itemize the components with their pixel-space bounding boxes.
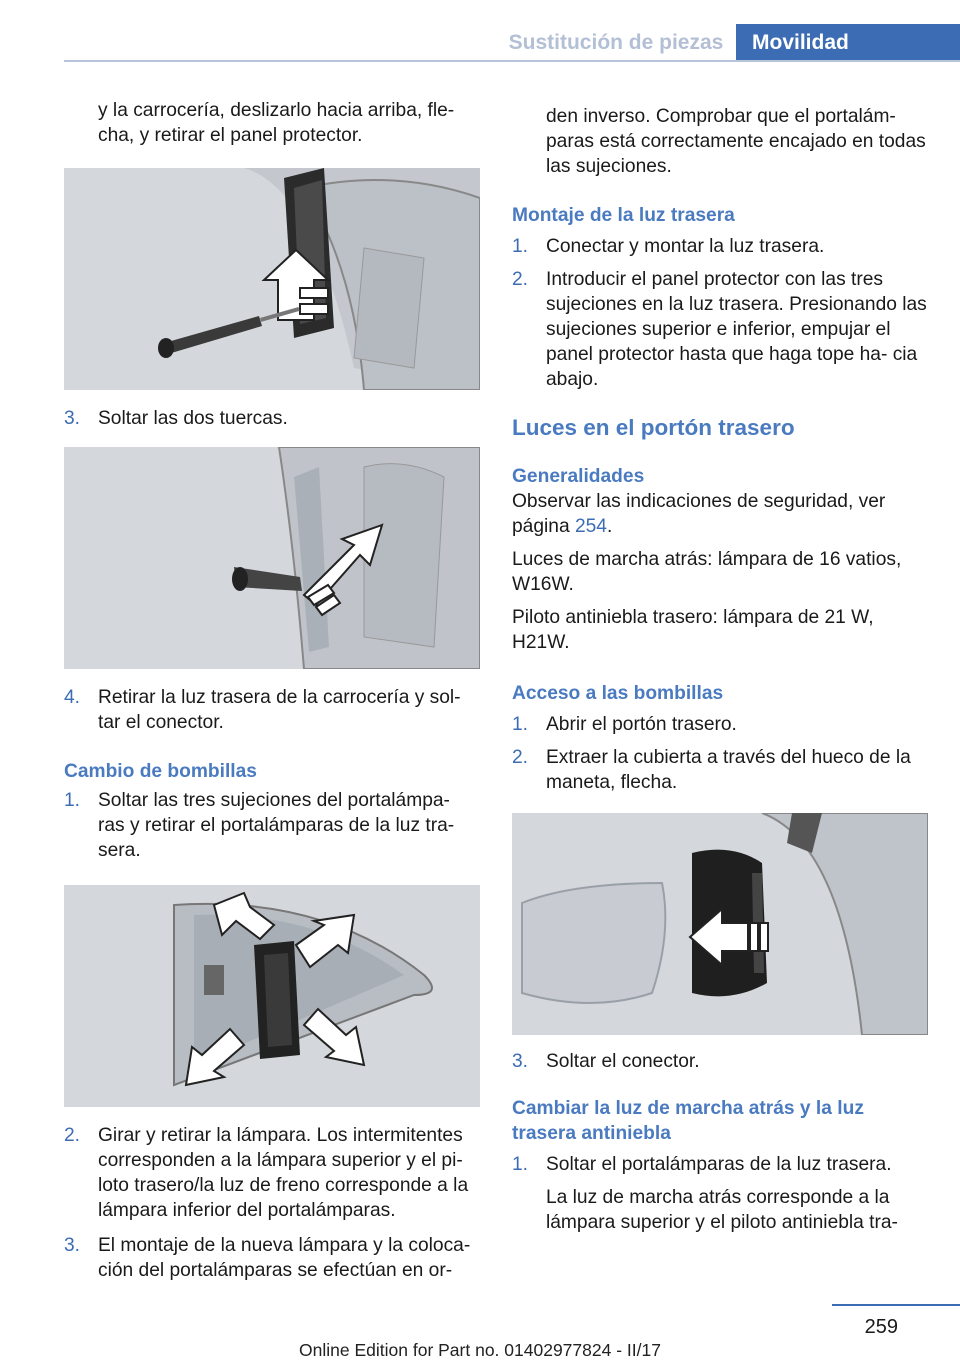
- step-number: 2.: [512, 269, 529, 290]
- step-number: 3.: [64, 408, 81, 429]
- step-number: 1.: [512, 1154, 529, 1175]
- access-step-1: [512, 712, 928, 737]
- step-text: Introducir el panel protector con las tres sujeciones en la luz trasera. Presionando las sujeciones superior e inferior, empujar el panel protector hasta que haga tope ha‐ cia abajo.: [546, 269, 927, 390]
- bulb-step-2: [64, 1123, 480, 1223]
- step-4-remove-light: [64, 685, 480, 735]
- lamp-holder-illustration: [64, 885, 480, 1107]
- footer-rule: [832, 1304, 960, 1306]
- step-text: Conectar y montar la luz trasera.: [546, 236, 825, 257]
- change-step-1-note: La luz de marcha atrás corresponde a la lámpara superior y el piloto antiniebla tra‐: [546, 1187, 898, 1233]
- section-tab: Sustitución de piezas: [508, 31, 724, 54]
- nuts-illustration: [64, 447, 480, 669]
- mount-step-2: [512, 267, 928, 392]
- reverse-light-text: Luces de marcha atrás: lámpara de 16 vatios, W16W.: [512, 549, 902, 595]
- step-text: Extraer la cubierta a través del hueco de la maneta, flecha.: [546, 747, 911, 793]
- step-3-nuts: [64, 406, 480, 431]
- page-link[interactable]: 254: [574, 516, 607, 537]
- step-number: 2.: [64, 1125, 81, 1146]
- general-text-pre: Observar las indicaciones de seguridad, ver página: [512, 491, 886, 537]
- figure-lamp-holder: [64, 885, 480, 1107]
- step-text: Soltar las tres sujeciones del portalámpa‐ ras y retirar el portalámparas de la luz tra‐ sera.: [98, 790, 455, 861]
- step-text: Abrir el portón trasero.: [546, 714, 737, 735]
- access-step-2: [512, 745, 928, 795]
- step-number: 1.: [64, 790, 81, 811]
- step-number: 1.: [512, 714, 529, 735]
- general-text: [512, 489, 928, 539]
- continued-text: den inverso. Comprobar que el portalám‐ paras está correctamente encajado en todas las sujeciones.: [546, 106, 926, 177]
- step-number: 3.: [512, 1051, 529, 1072]
- bulb-step-1: [64, 788, 480, 863]
- cover-removal-illustration: [512, 813, 928, 1035]
- step-text: Retirar la luz trasera de la carrocería y sol‐ tar el conector.: [98, 687, 461, 733]
- heading-mount-light: Montaje de la luz trasera: [512, 205, 735, 226]
- bulb-step-3: [64, 1233, 480, 1283]
- right-column: [512, 104, 928, 1235]
- step-text: Soltar las dos tuercas.: [98, 408, 288, 429]
- fog-light-text: Piloto antiniebla trasero: lámpara de 21 W, H21W.: [512, 607, 874, 653]
- header-rule: [64, 60, 960, 62]
- page-number: 259: [864, 1316, 898, 1338]
- heading-change-lights: Cambiar la luz de marcha atrás y la luz trasera antiniebla: [512, 1098, 864, 1144]
- edition-footer: Online Edition for Part no. 01402977824 - II/17: [299, 1340, 661, 1360]
- step-number: 3.: [64, 1235, 81, 1256]
- heading-bulb-access: Acceso a las bombillas: [512, 683, 724, 704]
- mount-step-1: [512, 234, 928, 259]
- step-text: Soltar el portalámparas de la luz trasera.: [546, 1154, 892, 1175]
- step-number: 2.: [512, 747, 529, 768]
- page-header: [0, 0, 960, 62]
- step-text: Girar y retirar la lámpara. Los intermitentes corresponden a la lámpara superior y el pi‐ loto trasero/la luz de freno corresponde a la lámpara inferior del portalámparas.: [98, 1125, 469, 1221]
- left-column: [64, 98, 480, 1283]
- step-number: 1.: [512, 236, 529, 257]
- change-step-1: [512, 1152, 928, 1177]
- trunk-panel-illustration: [64, 168, 480, 390]
- access-step-3: [512, 1049, 928, 1074]
- figure-remove-panel: [64, 168, 480, 390]
- figure-release-nuts: [64, 447, 480, 669]
- heading-tailgate-lights: Luces en el portón trasero: [512, 415, 795, 440]
- chapter-tab: Movilidad: [736, 24, 960, 61]
- heading-bulb-change: Cambio de bombillas: [64, 761, 257, 782]
- step-text: Soltar el conector.: [546, 1051, 700, 1072]
- intro-text: y la carrocería, deslizarlo hacia arriba, fle‐ cha, y retirar el panel protector.: [98, 100, 455, 146]
- general-text-post: .: [606, 516, 613, 537]
- figure-cover-removal: [512, 813, 928, 1035]
- step-text: El montaje de la nueva lámpara y la coloca‐ ción del portalámparas se efectúan en or‐: [98, 1235, 471, 1281]
- step-number: 4.: [64, 687, 81, 708]
- heading-general: Generalidades: [512, 466, 645, 487]
